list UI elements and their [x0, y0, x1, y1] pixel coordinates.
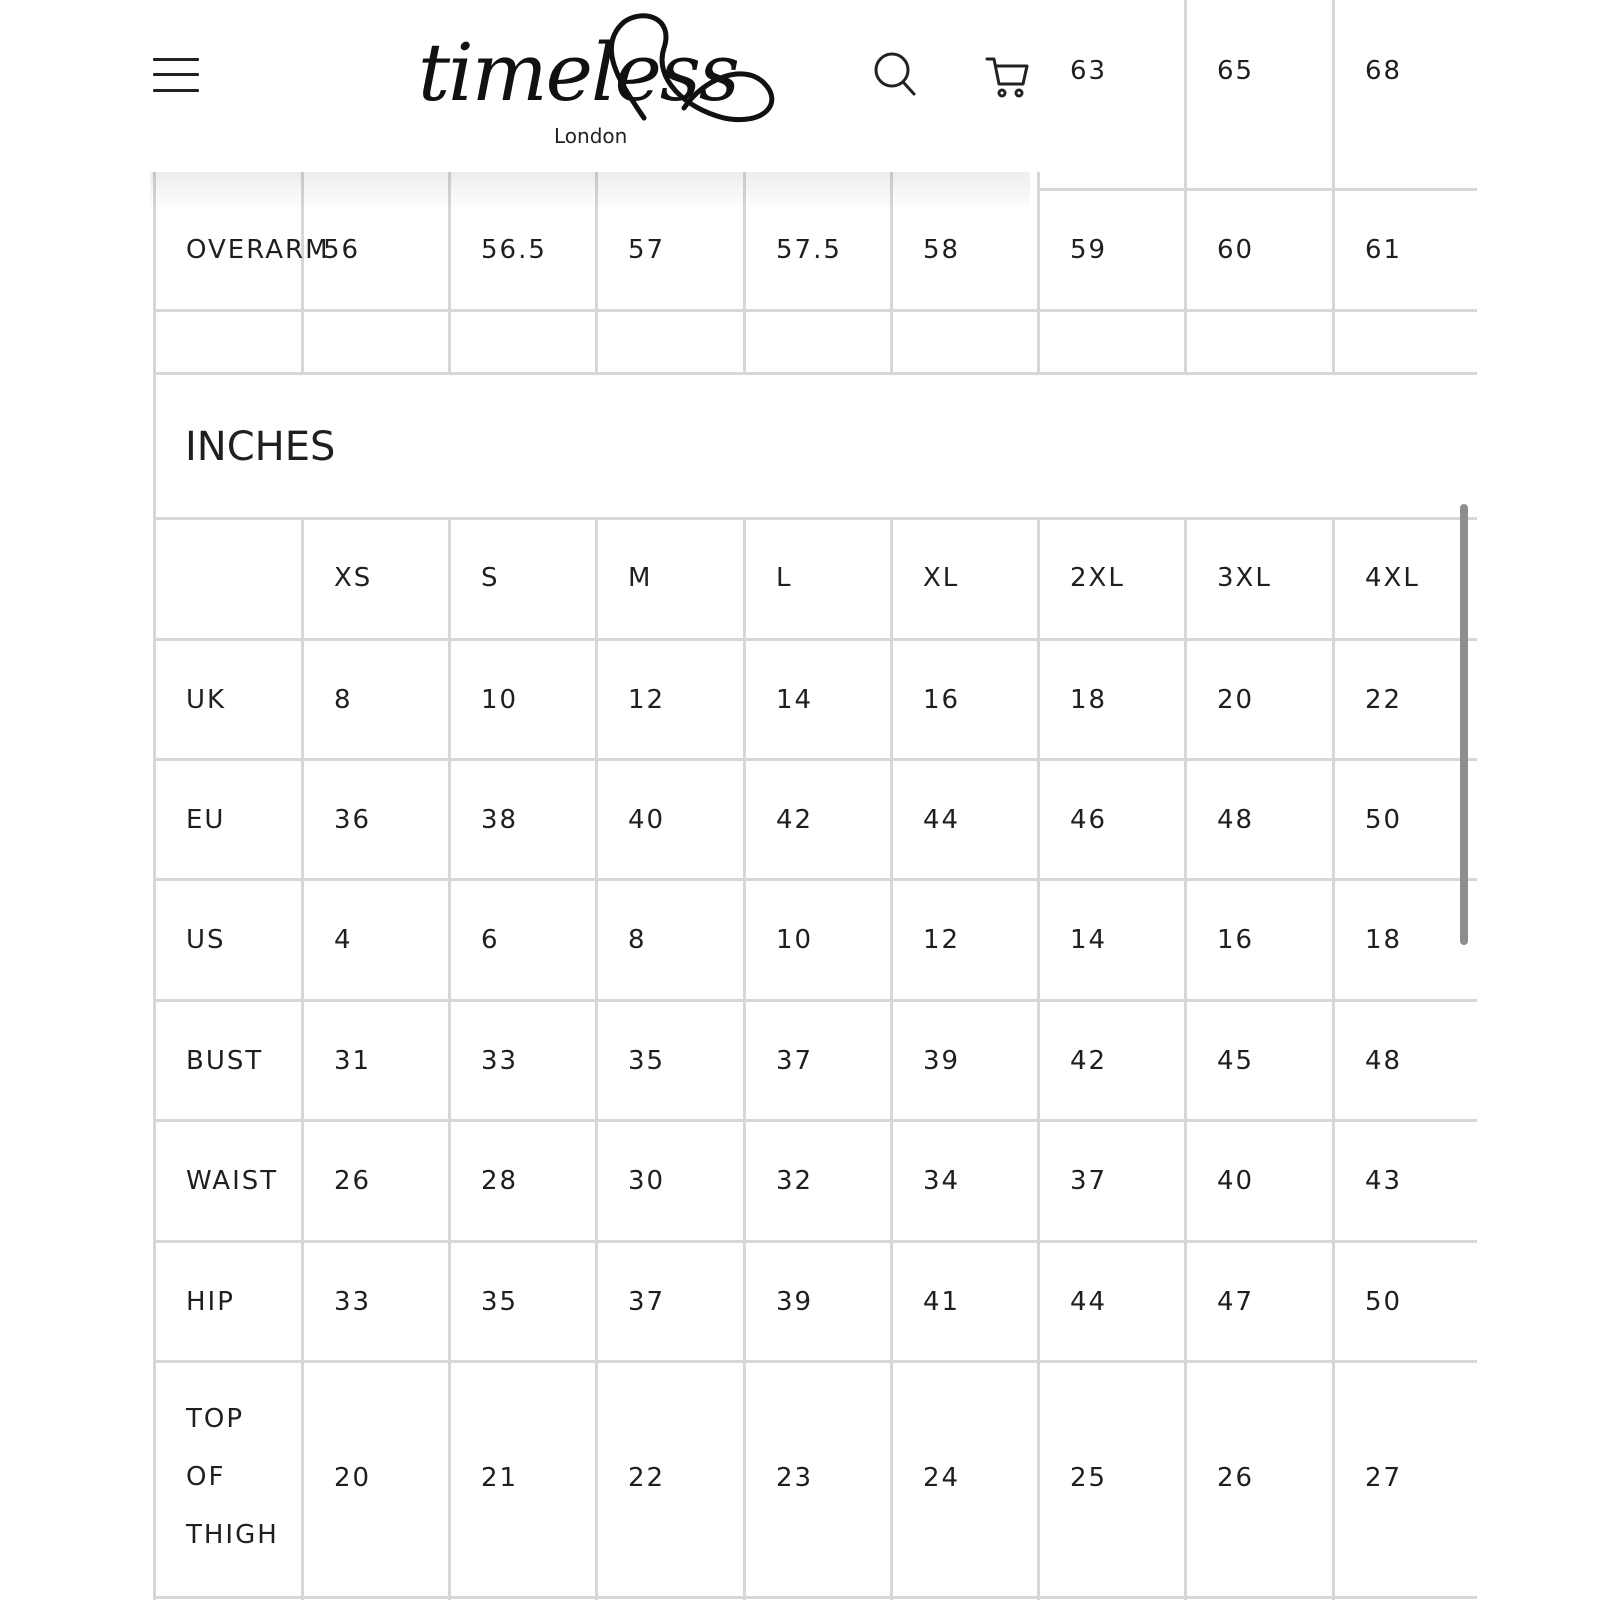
us-value: 6 [481, 925, 500, 955]
waist-value: 40 [1217, 1166, 1255, 1196]
us-value: 14 [1070, 925, 1108, 955]
size-header-l: L [776, 563, 793, 593]
eu-value: 44 [923, 805, 961, 835]
size-header-s: S [481, 563, 500, 593]
overarm-value: 61 [1365, 235, 1403, 265]
search-icon[interactable] [872, 50, 918, 98]
us-value: 4 [334, 925, 353, 955]
uk-value: 12 [628, 685, 666, 715]
hip-value: 37 [628, 1287, 666, 1317]
uk-value: 18 [1070, 685, 1108, 715]
grid-vline [448, 172, 451, 375]
row-label-top-of-thigh: TOP OF THIGH [186, 1404, 279, 1550]
grid-vline [743, 172, 746, 375]
grid-vline [1037, 520, 1040, 1600]
grid-hline [153, 878, 1477, 881]
top-of-thigh-value: 20 [334, 1463, 372, 1493]
overarm-value: 57.5 [776, 235, 842, 265]
bust-value: 42 [1070, 1046, 1108, 1076]
header-shadow [150, 172, 1030, 212]
eu-value: 48 [1217, 805, 1255, 835]
waist-value: 28 [481, 1166, 519, 1196]
hip-value: 39 [776, 1287, 814, 1317]
section-title-inches: INCHES [185, 424, 336, 470]
overarm-value: 60 [1217, 235, 1255, 265]
grid-hline [153, 999, 1477, 1002]
grid-hline [153, 372, 1477, 375]
grid-hline [1037, 188, 1477, 191]
eu-value: 40 [628, 805, 666, 835]
hamburger-menu-icon[interactable] [153, 56, 199, 94]
logo[interactable] [414, 6, 774, 156]
size-header-xl: XL [923, 563, 960, 593]
us-value: 12 [923, 925, 961, 955]
bust-value: 48 [1365, 1046, 1403, 1076]
grid-hline [153, 1360, 1477, 1363]
top-of-thigh-value: 27 [1365, 1463, 1403, 1493]
hip-value: 35 [481, 1287, 519, 1317]
grid-hline [153, 638, 1477, 641]
grid-hline [153, 1119, 1477, 1122]
size-header-2xl: 2XL [1070, 563, 1125, 593]
size-header-3xl: 3XL [1217, 563, 1272, 593]
bust-value: 45 [1217, 1046, 1255, 1076]
overarm-value: 56 [323, 235, 361, 265]
eu-value: 46 [1070, 805, 1108, 835]
bust-value: 39 [923, 1046, 961, 1076]
grid-vline [890, 172, 893, 375]
grid-vline [301, 520, 304, 1600]
row-label-us: US [186, 925, 226, 955]
us-value: 16 [1217, 925, 1255, 955]
waist-value: 26 [334, 1166, 372, 1196]
size-header-m: M [628, 563, 653, 593]
cart-icon[interactable] [985, 54, 1031, 100]
eu-value: 36 [334, 805, 372, 835]
uk-value: 20 [1217, 685, 1255, 715]
eu-value: 42 [776, 805, 814, 835]
us-value: 8 [628, 925, 647, 955]
bust-value: 35 [628, 1046, 666, 1076]
scrollbar-thumb[interactable] [1460, 504, 1468, 945]
row-label-eu: EU [186, 805, 226, 835]
eu-value: 50 [1365, 805, 1403, 835]
top-of-thigh-value: 26 [1217, 1463, 1255, 1493]
waist-value: 30 [628, 1166, 666, 1196]
row-label-overarm: OVERARM [186, 235, 330, 265]
waist-value: 32 [776, 1166, 814, 1196]
overarm-value: 59 [1070, 235, 1108, 265]
cm-top-row-value: 68 [1365, 56, 1403, 86]
grid-hline [153, 517, 1477, 520]
grid-vline [1332, 520, 1335, 1600]
overarm-value: 57 [628, 235, 666, 265]
hip-value: 33 [334, 1287, 372, 1317]
overarm-value: 56.5 [481, 235, 547, 265]
grid-vline [153, 520, 156, 1600]
cm-top-row-value: 63 [1070, 56, 1108, 86]
waist-value: 37 [1070, 1166, 1108, 1196]
hip-value: 50 [1365, 1287, 1403, 1317]
size-header-xs: XS [334, 563, 373, 593]
grid-vline [595, 520, 598, 1600]
bust-value: 33 [481, 1046, 519, 1076]
grid-hline [153, 758, 1477, 761]
waist-value: 34 [923, 1166, 961, 1196]
uk-value: 8 [334, 685, 353, 715]
grid-vline [595, 172, 598, 375]
us-value: 18 [1365, 925, 1403, 955]
grid-vline [301, 172, 304, 375]
uk-value: 14 [776, 685, 814, 715]
hip-value: 44 [1070, 1287, 1108, 1317]
top-of-thigh-value: 25 [1070, 1463, 1108, 1493]
row-label-waist: WAIST [186, 1166, 279, 1196]
hip-value: 41 [923, 1287, 961, 1317]
logo-subtext: London [554, 124, 628, 148]
grid-vline [890, 520, 893, 1600]
grid-vline [153, 375, 156, 520]
eu-value: 38 [481, 805, 519, 835]
size-header-4xl: 4XL [1365, 563, 1420, 593]
top-of-thigh-value: 21 [481, 1463, 519, 1493]
row-label-hip: HIP [186, 1287, 235, 1317]
grid-vline [153, 172, 156, 375]
us-value: 10 [776, 925, 814, 955]
hip-value: 47 [1217, 1287, 1255, 1317]
overarm-value: 58 [923, 235, 961, 265]
grid-hline [153, 309, 1477, 312]
bust-value: 37 [776, 1046, 814, 1076]
uk-value: 16 [923, 685, 961, 715]
site-header [0, 0, 1075, 172]
grid-hline [153, 1596, 1477, 1599]
logo-wordmark: timeless [418, 26, 738, 119]
top-of-thigh-value: 23 [776, 1463, 814, 1493]
grid-vline [743, 520, 746, 1600]
waist-value: 43 [1365, 1166, 1403, 1196]
uk-value: 10 [481, 685, 519, 715]
top-of-thigh-value: 24 [923, 1463, 961, 1493]
uk-value: 22 [1365, 685, 1403, 715]
row-label-uk: UK [186, 685, 227, 715]
top-of-thigh-value: 22 [628, 1463, 666, 1493]
grid-hline [153, 1240, 1477, 1243]
cm-top-row-value: 65 [1217, 56, 1255, 86]
grid-vline [1184, 520, 1187, 1600]
row-label-bust: BUST [186, 1046, 264, 1076]
grid-vline [1037, 172, 1040, 375]
bust-value: 31 [334, 1046, 372, 1076]
grid-vline [448, 520, 451, 1600]
